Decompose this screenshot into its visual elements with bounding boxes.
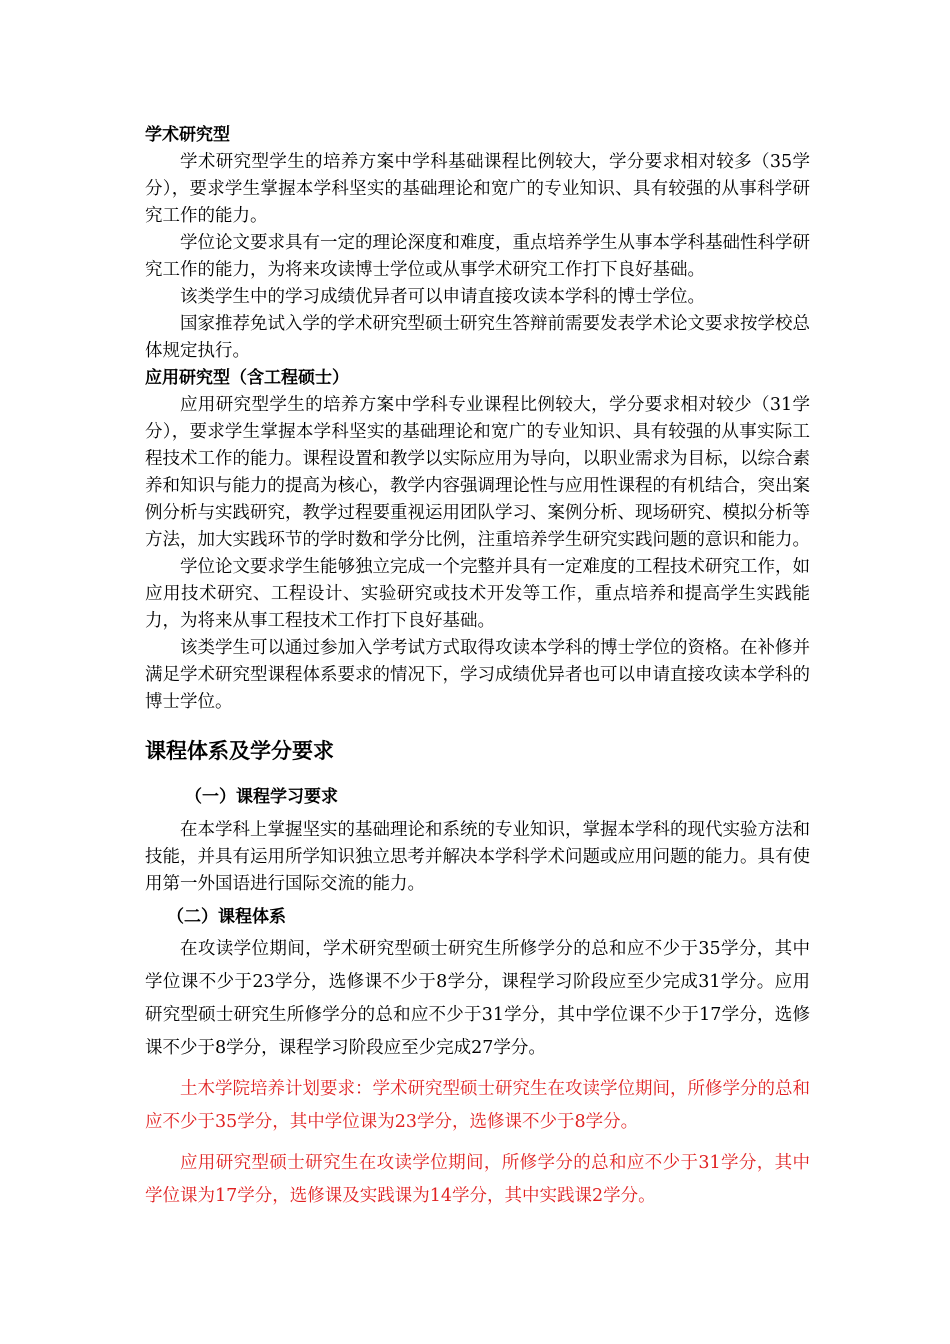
section-heading-courses: 课程体系及学分要求: [145, 739, 334, 763]
subheading-course-system: （二）课程体系: [167, 907, 286, 927]
subheading-course-requirements: （一）课程学习要求: [185, 787, 338, 807]
red-note-paragraph: 土木学院培养计划要求：学术研究型硕士研究生在攻读学位期间，所修学分的总和应不少于35学分，其中学位课为23学分，选修课不少于8学分。: [145, 1079, 810, 1132]
paragraph: 学位论文要求具有一定的理论深度和难度，重点培养学生从事本学科基础性科学研究工作的能力，为将来攻读博士学位或从事学术研究工作打下良好基础。: [145, 233, 810, 280]
section-heading-applied: 应用研究型（含工程硕士）: [145, 368, 349, 388]
paragraph: 国家推荐免试入学的学术研究型硕士研究生答辩前需要发表学术论文要求按学校总体规定执行。: [145, 314, 810, 361]
paragraph: 该类学生可以通过参加入学考试方式取得攻读本学科的博士学位的资格。在补修并满足学术研究型课程体系要求的情况下，学习成绩优异者也可以申请直接攻读本学科的博士学位。: [145, 638, 810, 712]
paragraph: 在本学科上掌握坚实的基础理论和系统的专业知识，掌握本学科的现代实验方法和技能，并具有运用所学知识独立思考并解决本学科学术问题或应用问题的能力。具有使用第一外国语进行国际交流的能力。: [145, 820, 810, 894]
paragraph: 该类学生中的学习成绩优异者可以申请直接攻读本学科的博士学位。: [180, 287, 705, 307]
paragraph: 在攻读学位期间，学术研究型硕士研究生所修学分的总和应不少于35学分，其中学位课不少于23学分，选修课不少于8学分，课程学习阶段应至少完成31学分。应用研究型硕士研究生所修学分的总和应不少于31学分，其中学位课不少于17学分，选修课不少于8学分，课程学习阶段应至少完成27学分。: [145, 939, 810, 1058]
document-content: [145, 122, 810, 1213]
section-heading-academic: 学术研究型: [145, 125, 230, 145]
paragraph: 学术研究型学生的培养方案中学科基础课程比例较大，学分要求相对较多（35学分），要求学生掌握本学科坚实的基础理论和宽广的专业知识、具有较强的从事科学研究工作的能力。: [145, 152, 810, 226]
paragraph: 应用研究型学生的培养方案中学科专业课程比例较大，学分要求相对较少（31学分），要求学生掌握本学科坚实的基础理论和宽广的专业知识、具有较强的从事实际工程技术工作的能力。课程设置和教学以实际应用为导向，以职业需求为目标，以综合素养和知识与能力的提高为核心，教学内容强调理论性与应用性课程的有机结合，突出案例分析与实践研究，教学过程要重视运用团队学习、案例分析、现场研究、模拟分析等方法，加大实践环节的学时数和学分比例，注重培养学生研究实践问题的意识和能力。: [145, 395, 810, 550]
paragraph: 学位论文要求学生能够独立完成一个完整并具有一定难度的工程技术研究工作，如应用技术研究、工程设计、实验研究或技术开发等工作，重点培养和提高学生实践能力，为将来从事工程技术工作打下良好基础。: [145, 557, 810, 631]
red-note-paragraph: 应用研究型硕士研究生在攻读学位期间，所修学分的总和应不少于31学分，其中学位课为17学分，选修课及实践课为14学分，其中实践课2学分。: [145, 1153, 810, 1206]
